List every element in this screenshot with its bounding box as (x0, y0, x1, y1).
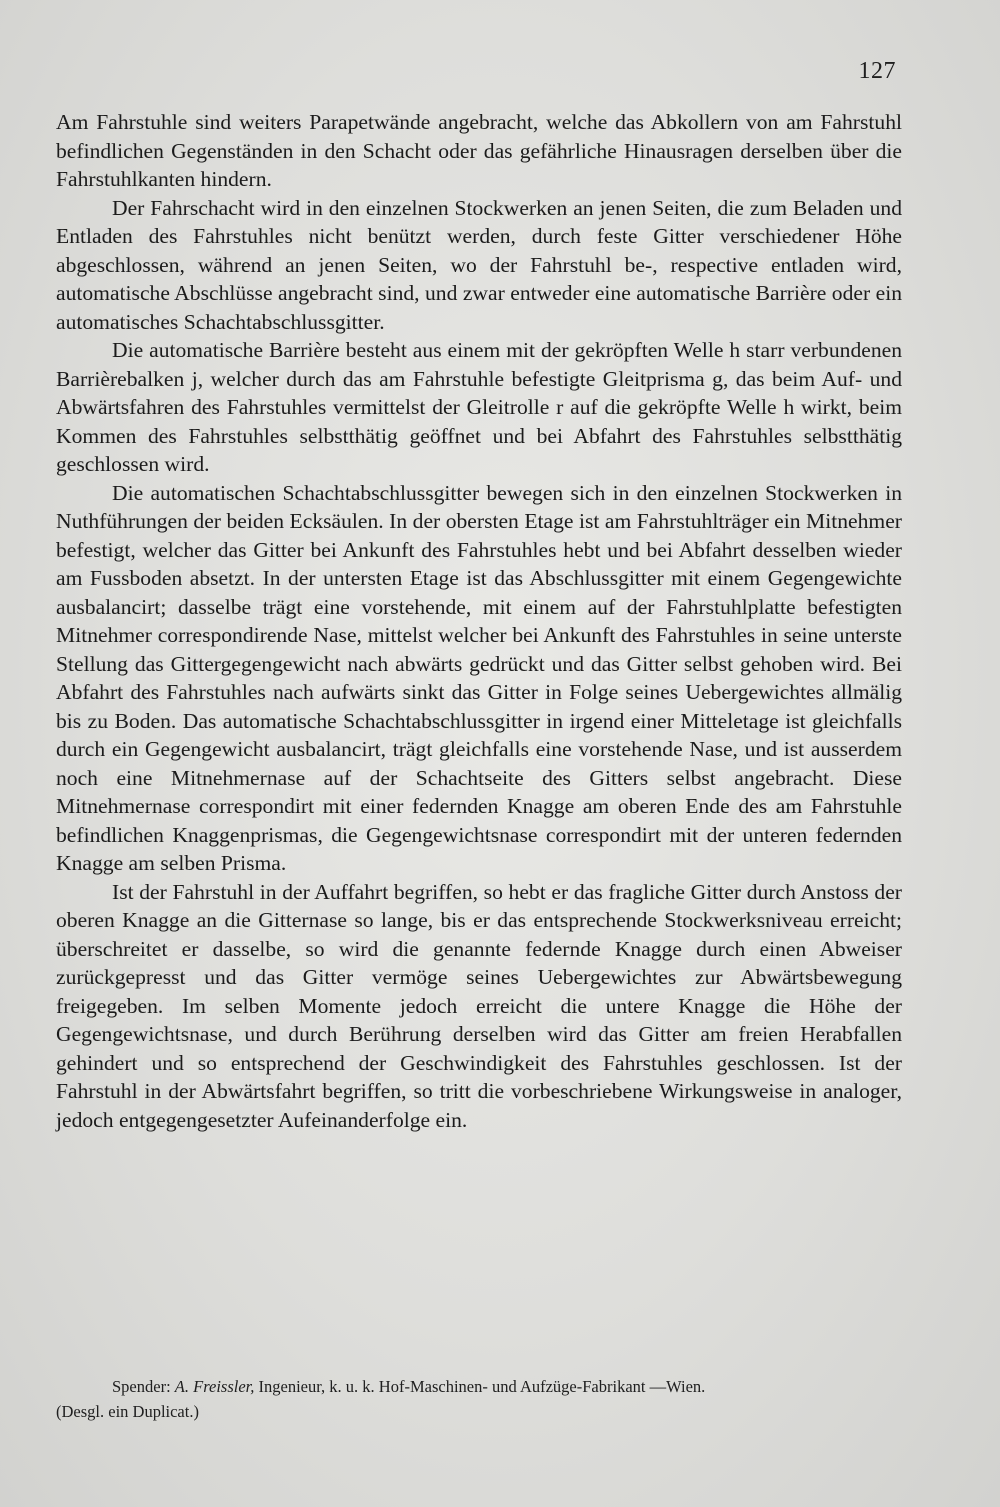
donor-line (56, 1374, 906, 1399)
paragraph-fahrschacht: Der Fahrschacht wird in den einzelnen Stockwerken an jenen Seiten, die zum Beladen und Entladen des Fahrstuhles nicht benützt werden, durch feste Gitter verschiedener Höhe abgeschlossen, während an jenen Seiten, wo der Fahrstuhl be-, respective entladen wird, automatische Abschlüsse angebracht sind, und zwar entweder eine automatische Barrière oder ein automatisches Schachtabschlussgitter. (56, 195, 902, 334)
donor-footer (56, 1374, 906, 1424)
page-number: 127 (858, 58, 896, 84)
paragraph-schachtabschlussgitter: Die automatischen Schachtabschlussgitter bewegen sich in den einzelnen Stockwerken in Nuthführungen der beiden Ecksäulen. In der obersten Etage ist am Fahrstuhlträger ein Mitnehmer befestigt, welcher das Gitter bei Ankunft des Fahrstuhles hebt und bei Abfahrt desselben wieder am Fussboden absetzt. In der untersten Etage ist das Abschlussgitter mit einem Gegengewichte ausbalancirt; dasselbe trägt eine vorstehende, mit einem auf der Fahrstuhlplatte befestigten Mitnehmer correspondirende Nase, mittelst welcher bei Ankunft des Fahrstuhles in seine unterste Stellung das Gittergegengewicht nach abwärts gedrückt und das Gitter selbst gehoben wird. Bei Abfahrt des Fahrstuhles nach aufwärts sinkt das Gitter in Folge seines Uebergewichtes allmälig bis zu Boden. Das automatische Schachtabschlussgitter in irgend einer Mitteletage ist gleichfalls durch ein Gegengewicht ausbalancirt, trägt gleichfalls eine vorstehende Nase, und ist ausserdem noch eine Mitnehmernase auf der Schachtseite des Gitters selbst angebracht. Diese Mitnehmernase correspondirt mit einer federnden Knagge am oberen Ende des am Fahrstuhle befindlichen Knaggenprismas, die Gegengewichtsnase correspondirt mit der unteren federnden Knagge am selben Prisma. (56, 480, 902, 875)
donor-name: A. Freissler, (174, 1377, 255, 1396)
duplicate-note: (Desgl. ein Duplicat.) (56, 1402, 199, 1421)
paragraph-auffahrt: Ist der Fahrstuhl in der Auffahrt begriffen, so hebt er das fragliche Gitter durch Anstoss der oberen Knagge an die Gitternase so lange, bis er das entsprechende Stockwerksniveau erreicht; überschreitet er dasselbe, so wird die genannte federnde Knagge durch einen Abweiser zurückgepresst und das Gitter vermöge seines Uebergewichtes zur Abwärtsbewegung freigegeben. Im selben Momente jedoch erreicht die untere Knagge die Höhe der Gegengewichtsnase, und durch Berührung derselben wird das Gitter am freien Herabfallen gehindert und so entsprechend der Geschwindigkeit des Fahrstuhles geschlossen. Ist der Fahrstuhl in der Abwärtsfahrt begriffen, so tritt die vorbeschriebene Wirkungsweise in analoger, jedoch entgegengesetzter Aufeinanderfolge ein. (56, 879, 902, 1132)
donor-label: Spender: (112, 1377, 171, 1396)
paragraph-barriere: Die automatische Barrière besteht aus einem mit der gekröpften Welle h starr verbundenen Barrièrebalken j, welcher durch das am Fahrstuhle befestigte Gleitprisma g, das beim Auf- und Abwärtsfahren des Fahrstuhles vermittelst der Gleitrolle r auf die gekröpfte Welle h wirkt, beim Kommen des Fahrstuhles selbstthätig geöffnet und bei Abfahrt des Fahrstuhles selbstthätig geschlossen wird. (56, 338, 902, 476)
donor-details: Ingenieur, k. u. k. Hof-Maschinen- und Aufzüge-Fabrikant —Wien. (258, 1377, 706, 1396)
paragraph-parapet: Am Fahrstuhle sind weiters Parapetwände angebracht, welche das Abkollern von am Fahrstuhl befindlichen Gegenständen in den Schacht oder das gefährliche Hinausragen derselben über die Fahrstuhlkanten hindern. (56, 110, 902, 191)
body-text (56, 108, 902, 1134)
